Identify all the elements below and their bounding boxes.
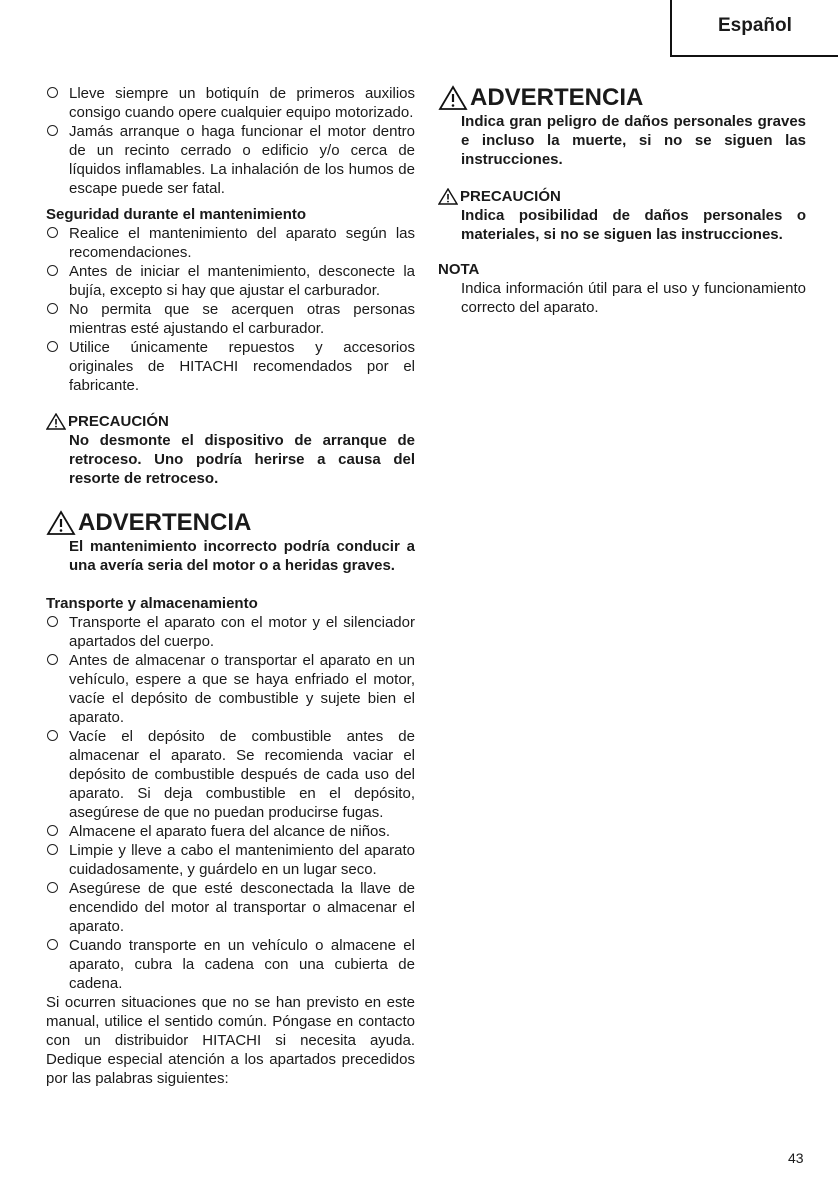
warning-heading: ADVERTENCIA bbox=[46, 509, 415, 537]
circle-bullet-icon bbox=[47, 227, 58, 238]
list-item: Utilice únicamente repuestos y accesorios originales de HITACHI recomendados por el fabricante. bbox=[46, 338, 415, 395]
list-item: Cuando transporte en un vehículo o almacene el aparato, cubra la cadena con una cubierta de cadena. bbox=[46, 936, 415, 993]
page-number: 43 bbox=[788, 1150, 804, 1166]
circle-bullet-icon bbox=[47, 341, 58, 352]
circle-bullet-icon bbox=[47, 303, 58, 314]
circle-bullet-icon bbox=[47, 265, 58, 276]
list-item: Limpie y lleve a cabo el mantenimiento del aparato cuidadosamente, y guárdelo en un lugar seco. bbox=[46, 841, 415, 879]
circle-bullet-icon bbox=[47, 125, 58, 136]
list-item: No permita que se acerquen otras personas mientras esté ajustando el carburador. bbox=[46, 300, 415, 338]
list-item: Almacene el aparato fuera del alcance de niños. bbox=[46, 822, 415, 841]
circle-bullet-icon bbox=[47, 87, 58, 98]
circle-bullet-icon bbox=[47, 616, 58, 627]
note-heading: NOTA bbox=[438, 261, 480, 278]
list-item: Realice el mantenimiento del aparato según las recomendaciones. bbox=[46, 224, 415, 262]
warning-body: El mantenimiento incorrecto podría conducir a una avería seria del motor o a heridas graves. bbox=[69, 538, 415, 574]
transport-heading: Transporte y almacenamiento bbox=[46, 595, 258, 612]
language-label: Español bbox=[718, 15, 792, 36]
list-item: Transporte el aparato con el motor y el silenciador apartados del cuerpo. bbox=[46, 613, 415, 651]
list-item: Jamás arranque o haga funcionar el motor dentro de un recinto cerrado o edificio y/o cerca de líquidos inflamables. La inhalación de los humos de escape puede ser fatal. bbox=[46, 122, 415, 198]
list-item: Antes de iniciar el mantenimiento, desconecte la bujía, excepto si hay que ajustar el carburador. bbox=[46, 262, 415, 300]
circle-bullet-icon bbox=[47, 654, 58, 665]
caution-body: No desmonte el dispositivo de arranque de retroceso. Uno podría herirse a causa del resorte de retroceso. bbox=[69, 432, 415, 487]
warning-triangle-icon bbox=[46, 413, 66, 430]
list-item: Antes de almacenar o transportar el aparato en un vehículo, espere a que se haya enfriado el motor, vacíe el depósito de combustible y sujete bien el aparato. bbox=[46, 651, 415, 727]
warning-triangle-icon bbox=[46, 510, 76, 536]
circle-bullet-icon bbox=[47, 939, 58, 950]
warning-triangle-icon bbox=[438, 85, 468, 111]
closing-paragraph: Si ocurren situaciones que no se han previsto en este manual, utilice el sentido común. Póngase en contacto con un distribuidor HITACHI si necesita ayuda. Dedique especial atención a los apartados precedidos por las palabras siguientes: bbox=[46, 994, 415, 1087]
maintenance-heading: Seguridad durante el mantenimiento bbox=[46, 206, 307, 223]
list-item: Lleve siempre un botiquín de primeros auxilios consigo cuando opere cualquier equipo motorizado. bbox=[46, 84, 415, 122]
caution-heading: PRECAUCIÓN bbox=[46, 412, 415, 431]
warning-definition-body: Indica gran peligro de daños personales graves e incluso la muerte, si no se siguen las instrucciones. bbox=[461, 113, 806, 168]
note-body: Indica información útil para el uso y funcionamiento correcto del aparato. bbox=[461, 280, 806, 316]
caution-definition-body: Indica posibilidad de daños personales o materiales, si no se siguen las instrucciones. bbox=[461, 207, 806, 243]
list-item: Vacíe el depósito de combustible antes de almacenar el aparato. Se recomienda vaciar el depósito de combustible después de cada uso del aparato. Si deja combustible en el depósito, asegúrese de que no puedan producirse fugas. bbox=[46, 727, 415, 822]
left-column bbox=[46, 84, 415, 1088]
warning-triangle-icon bbox=[438, 188, 458, 205]
circle-bullet-icon bbox=[47, 825, 58, 836]
circle-bullet-icon bbox=[47, 844, 58, 855]
caution-definition-heading: PRECAUCIÓN bbox=[438, 187, 806, 206]
circle-bullet-icon bbox=[47, 882, 58, 893]
warning-definition-heading: ADVERTENCIA bbox=[438, 84, 806, 112]
circle-bullet-icon bbox=[47, 730, 58, 741]
language-tab bbox=[670, 0, 838, 57]
list-item: Asegúrese de que esté desconectada la llave de encendido del motor al transportar o almacenar el aparato. bbox=[46, 879, 415, 936]
right-column bbox=[438, 84, 806, 317]
